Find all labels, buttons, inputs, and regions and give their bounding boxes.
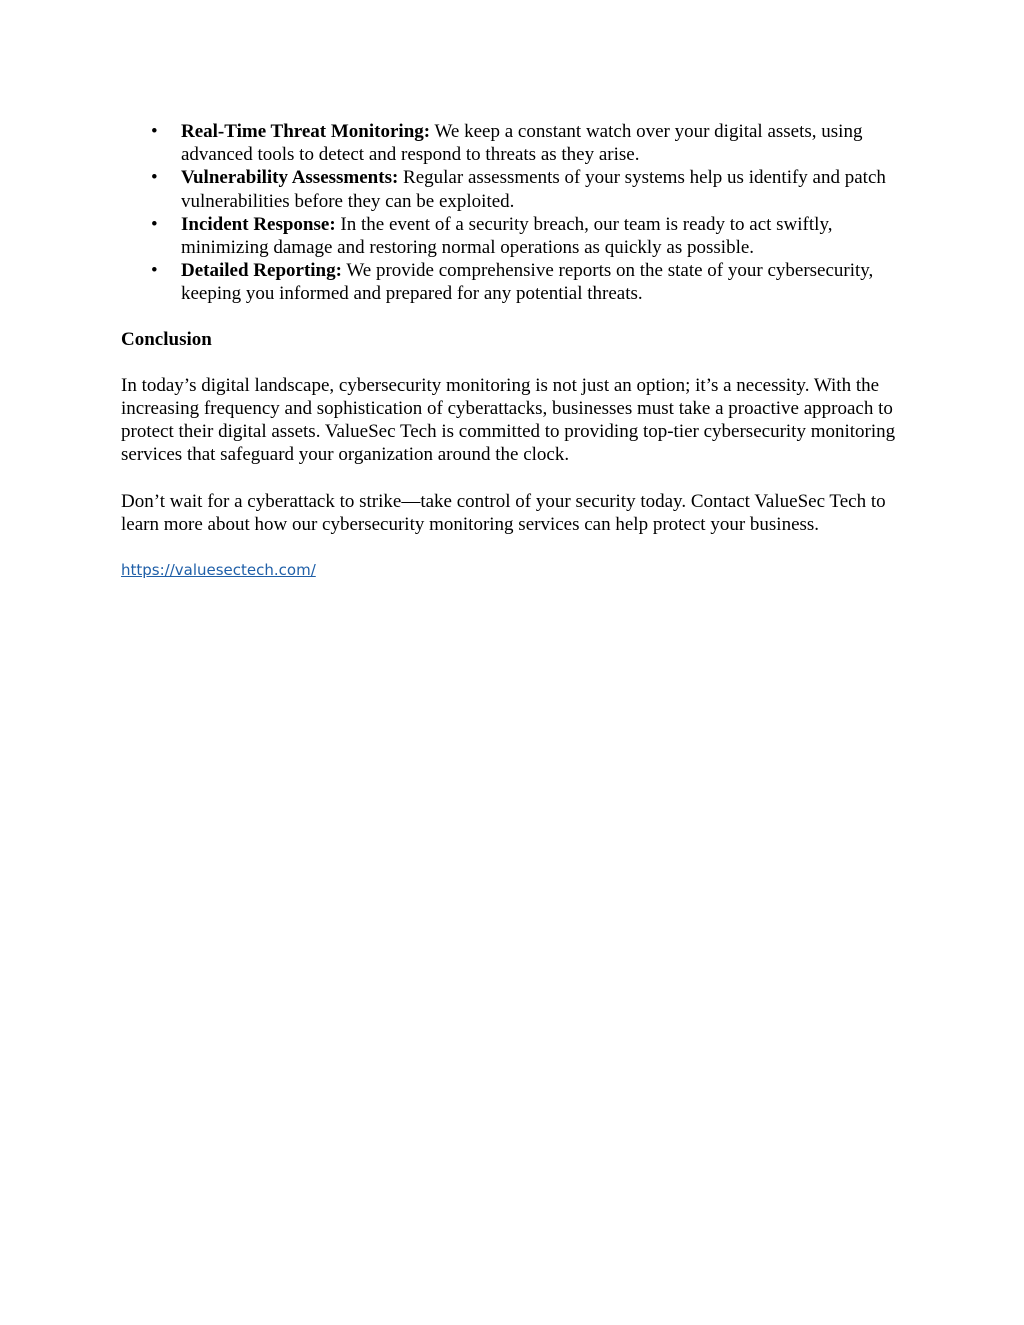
item-description: In the event of a security breach, our team is ready to act swiftly, minimizing damage and restoring normal operations as quickly as possible. (181, 213, 833, 259)
bullet-icon: • (151, 260, 158, 282)
item-term: Detailed Reporting: (181, 260, 342, 282)
item-term: Real-Time Threat Monitoring: (181, 121, 431, 142)
services-list (121, 120, 911, 306)
item-term: Vulnerability Assessments: (181, 167, 399, 189)
list-item (121, 120, 911, 166)
item-term: Incident Response: (181, 213, 336, 235)
section-heading: Conclusion (121, 328, 212, 350)
bullet-icon: • (151, 167, 158, 189)
document-body (121, 120, 911, 581)
item-description: Regular assessments of your systems help us identify and patch vulnerabilities before they can be exploited. (181, 167, 886, 212)
bullet-icon: • (151, 121, 158, 142)
item-description: We provide comprehensive reports on the state of your cybersecurity, keeping you informed and prepared for any potential threats. (181, 260, 874, 305)
item-description: We keep a constant watch over your digital assets, using advanced tools to detect and respond to threats as they arise. (181, 121, 863, 166)
call-to-action-paragraph: Don’t wait for a cyberattack to strike—take control of your security today. Contact ValueSec Tech to learn more about how our cybersecurity monitoring services can help protect your business. (121, 490, 886, 535)
website-link[interactable]: https://valuesectech.com/ (121, 561, 316, 580)
bullet-icon: • (151, 213, 158, 235)
list-item (121, 213, 911, 259)
conclusion-paragraph: In today’s digital landscape, cybersecurity monitoring is not just an option; it’s a necessity. With the increasing frequency and sophistication of cyberattacks, businesses must take a proactive approach to protect their digital assets. ValueSec Tech is committed to providing top-tier cybersecurity monitoring services that safeguard your organization around the clock. (121, 374, 896, 466)
list-item (121, 166, 911, 212)
list-item (121, 259, 911, 305)
